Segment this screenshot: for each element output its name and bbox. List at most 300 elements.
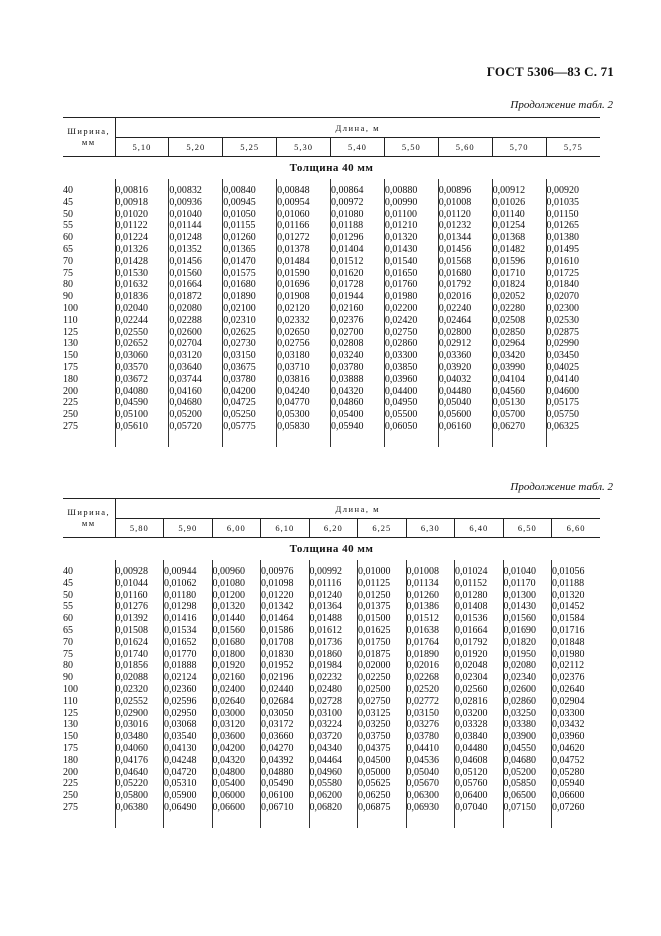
value-cell: 0,04536 (406, 755, 455, 767)
weight-table-2 (63, 498, 600, 828)
value-cell: 0,01160 (115, 590, 164, 602)
value-cell: 0,05750 (546, 409, 600, 421)
value-cell: 0,02320 (115, 684, 164, 696)
width-header-unit: мм (81, 137, 96, 147)
spacer-cell (552, 814, 601, 828)
length-column-header: 5,90 (164, 519, 213, 538)
value-cell: 0,05670 (406, 778, 455, 790)
length-column-header: 6,50 (503, 519, 552, 538)
value-cell: 0,07150 (503, 802, 552, 814)
length-column-header: 5,40 (331, 138, 385, 157)
value-cell: 0,01890 (406, 649, 455, 661)
value-cell: 0,01440 (212, 613, 261, 625)
value-cell: 0,00864 (331, 185, 385, 197)
value-cell: 0,01716 (552, 625, 601, 637)
value-cell: 0,02560 (455, 684, 504, 696)
value-cell: 0,01040 (169, 209, 223, 221)
value-cell: 0,04960 (309, 767, 358, 779)
table-row (63, 743, 600, 755)
value-cell: 0,05280 (552, 767, 601, 779)
value-cell: 0,02700 (331, 327, 385, 339)
value-cell: 0,01050 (223, 209, 277, 221)
value-cell: 0,05250 (223, 409, 277, 421)
value-cell: 0,01098 (261, 578, 310, 590)
value-cell: 0,01830 (261, 649, 310, 661)
value-cell: 0,02160 (212, 672, 261, 684)
width-cell: 110 (63, 695, 78, 707)
value-cell: 0,04950 (384, 397, 438, 409)
value-cell: 0,04680 (503, 755, 552, 767)
value-cell: 0,01980 (552, 649, 601, 661)
value-cell: 0,01632 (115, 279, 169, 291)
value-cell: 0,02124 (164, 672, 213, 684)
value-cell: 0,02520 (406, 684, 455, 696)
value-cell: 0,03990 (492, 362, 546, 374)
length-column-header: 5,60 (438, 138, 492, 157)
value-cell: 0,04160 (169, 386, 223, 398)
value-cell: 0,06270 (492, 421, 546, 433)
width-header-unit: мм (81, 518, 96, 528)
value-cell: 0,02440 (261, 684, 310, 696)
value-cell: 0,03888 (331, 374, 385, 386)
value-cell: 0,03120 (212, 719, 261, 731)
table-row (63, 279, 600, 291)
value-cell: 0,02964 (492, 338, 546, 350)
value-cell: 0,00944 (164, 566, 213, 578)
length-column-header: 5,30 (277, 138, 331, 157)
value-cell: 0,01254 (492, 220, 546, 232)
value-cell: 0,01664 (455, 625, 504, 637)
width-column-header (63, 499, 115, 538)
table-row (63, 362, 600, 374)
value-cell: 0,01320 (384, 232, 438, 244)
value-cell: 0,03540 (164, 731, 213, 743)
table-row (63, 684, 600, 696)
value-cell: 0,01568 (438, 256, 492, 268)
table-row (63, 397, 600, 409)
value-cell: 0,06250 (358, 790, 407, 802)
width-cell: 250 (63, 409, 78, 421)
value-cell: 0,01040 (503, 566, 552, 578)
value-cell: 0,02080 (169, 303, 223, 315)
width-cell: 60 (63, 232, 73, 244)
value-cell: 0,01320 (212, 601, 261, 613)
spacer-cell (406, 814, 455, 828)
value-cell: 0,02750 (358, 696, 407, 708)
value-cell: 0,03750 (358, 731, 407, 743)
value-cell: 0,00928 (115, 566, 164, 578)
value-cell: 0,01152 (455, 578, 504, 590)
value-cell: 0,01650 (384, 268, 438, 280)
width-cell: 225 (63, 397, 78, 409)
value-cell: 0,01430 (503, 601, 552, 613)
table-row (63, 220, 600, 232)
value-cell: 0,05760 (455, 778, 504, 790)
value-cell: 0,03380 (503, 719, 552, 731)
length-column-header: 6,60 (552, 519, 601, 538)
value-cell: 0,04375 (358, 743, 407, 755)
value-cell: 0,01120 (438, 209, 492, 221)
value-cell: 0,04640 (115, 767, 164, 779)
value-cell: 0,01740 (115, 649, 164, 661)
value-cell: 0,01456 (169, 256, 223, 268)
value-cell: 0,03816 (277, 374, 331, 386)
value-cell: 0,01652 (164, 637, 213, 649)
value-cell: 0,01220 (261, 590, 310, 602)
value-cell: 0,04240 (277, 386, 331, 398)
table-row (63, 719, 600, 731)
width-cell: 55 (63, 220, 73, 232)
width-cell: 125 (63, 707, 78, 719)
value-cell: 0,02120 (277, 303, 331, 315)
value-cell: 0,01625 (358, 625, 407, 637)
value-cell: 0,02080 (503, 660, 552, 672)
width-cell: 175 (63, 742, 78, 754)
value-cell: 0,04880 (261, 767, 310, 779)
width-cell: 150 (63, 731, 78, 743)
value-cell: 0,02800 (438, 327, 492, 339)
value-cell: 0,01500 (358, 613, 407, 625)
width-cell: 200 (63, 766, 78, 778)
spacer-cell (212, 814, 261, 828)
value-cell: 0,01848 (552, 637, 601, 649)
width-cell: 80 (63, 279, 73, 291)
value-cell: 0,02704 (169, 338, 223, 350)
value-cell: 0,03250 (358, 719, 407, 731)
value-cell: 0,03060 (115, 350, 169, 362)
value-cell: 0,05310 (164, 778, 213, 790)
value-cell: 0,04560 (492, 386, 546, 398)
value-cell: 0,01824 (492, 279, 546, 291)
value-cell: 0,02052 (492, 291, 546, 303)
width-cell: 180 (63, 754, 78, 766)
table-row (63, 590, 600, 602)
table-row (63, 578, 600, 590)
width-cell: 50 (63, 208, 73, 220)
value-cell: 0,04200 (223, 386, 277, 398)
value-cell: 0,02268 (406, 672, 455, 684)
value-cell: 0,02480 (309, 684, 358, 696)
value-cell: 0,01428 (115, 256, 169, 268)
value-cell: 0,01736 (309, 637, 358, 649)
table-row (63, 731, 600, 743)
length-group-header: Длина, м (115, 499, 600, 519)
table-row (63, 625, 600, 637)
width-cell: 175 (63, 361, 78, 373)
table-row (63, 244, 600, 256)
width-cell: 45 (63, 577, 73, 589)
width-cell: 65 (63, 243, 73, 255)
value-cell: 0,01590 (277, 268, 331, 280)
width-cell: 225 (63, 778, 78, 790)
value-cell: 0,01378 (277, 244, 331, 256)
length-column-header: 5,50 (384, 138, 438, 157)
value-cell: 0,02304 (455, 672, 504, 684)
value-cell: 0,00945 (223, 197, 277, 209)
table-row (63, 197, 600, 209)
value-cell: 0,01408 (455, 601, 504, 613)
value-cell: 0,06600 (212, 802, 261, 814)
value-cell: 0,01792 (455, 637, 504, 649)
value-cell: 0,04800 (212, 767, 261, 779)
table-row (63, 637, 600, 649)
value-cell: 0,06400 (455, 790, 504, 802)
value-cell: 0,02500 (358, 684, 407, 696)
value-cell: 0,01575 (223, 268, 277, 280)
value-cell: 0,02400 (212, 684, 261, 696)
value-cell: 0,03780 (406, 731, 455, 743)
value-cell: 0,04320 (212, 755, 261, 767)
value-cell: 0,01298 (164, 601, 213, 613)
value-cell: 0,01140 (492, 209, 546, 221)
value-cell: 0,01116 (309, 578, 358, 590)
value-cell: 0,06500 (503, 790, 552, 802)
value-cell: 0,02860 (503, 696, 552, 708)
value-cell: 0,05900 (164, 790, 213, 802)
spacer-cell (438, 433, 492, 447)
value-cell: 0,01560 (212, 625, 261, 637)
table-row (63, 696, 600, 708)
value-cell: 0,01710 (492, 268, 546, 280)
value-cell: 0,01770 (164, 649, 213, 661)
table-row (63, 778, 600, 790)
value-cell: 0,05940 (552, 778, 601, 790)
table-row (63, 338, 600, 350)
value-cell: 0,01750 (358, 637, 407, 649)
value-cell: 0,02232 (309, 672, 358, 684)
value-cell: 0,05000 (358, 767, 407, 779)
weight-table-1 (63, 117, 600, 447)
value-cell: 0,00960 (212, 566, 261, 578)
spacer-cell (164, 814, 213, 828)
value-cell: 0,02625 (223, 327, 277, 339)
spacer-cell (503, 814, 552, 828)
value-cell: 0,01690 (503, 625, 552, 637)
value-cell: 0,01122 (115, 220, 169, 232)
value-cell: 0,03224 (309, 719, 358, 731)
thickness-row (63, 157, 600, 180)
length-column-header: 6,40 (455, 519, 504, 538)
value-cell: 0,03328 (455, 719, 504, 731)
length-column-header: 5,20 (169, 138, 223, 157)
value-cell: 0,01464 (261, 613, 310, 625)
value-cell: 0,05300 (277, 409, 331, 421)
value-cell: 0,01375 (358, 601, 407, 613)
table-row (63, 613, 600, 625)
value-cell: 0,04130 (164, 743, 213, 755)
value-cell: 0,02016 (406, 660, 455, 672)
value-cell: 0,01908 (277, 291, 331, 303)
value-cell: 0,03172 (261, 719, 310, 731)
value-cell: 0,02112 (552, 660, 601, 672)
table-row (63, 291, 600, 303)
value-cell: 0,06100 (261, 790, 310, 802)
value-cell: 0,01620 (331, 268, 385, 280)
value-cell: 0,03780 (223, 374, 277, 386)
value-cell: 0,00990 (384, 197, 438, 209)
width-cell: 65 (63, 624, 73, 636)
value-cell: 0,01024 (455, 566, 504, 578)
width-cell: 75 (63, 648, 73, 660)
value-cell: 0,02288 (169, 315, 223, 327)
value-cell: 0,01952 (261, 660, 310, 672)
value-cell: 0,00896 (438, 185, 492, 197)
value-cell: 0,02530 (546, 315, 600, 327)
value-cell: 0,01008 (438, 197, 492, 209)
value-cell: 0,01638 (406, 625, 455, 637)
width-cell: 100 (63, 302, 78, 314)
value-cell: 0,01536 (455, 613, 504, 625)
table-row (63, 649, 600, 661)
value-cell: 0,01696 (277, 279, 331, 291)
value-cell: 0,04200 (212, 743, 261, 755)
spacer-cell (63, 814, 115, 828)
value-cell: 0,01300 (503, 590, 552, 602)
value-cell: 0,01166 (277, 220, 331, 232)
value-cell: 0,01680 (212, 637, 261, 649)
value-cell: 0,01950 (503, 649, 552, 661)
value-cell: 0,01265 (546, 220, 600, 232)
header-row (63, 118, 600, 138)
value-cell: 0,03675 (223, 362, 277, 374)
table-row (63, 315, 600, 327)
value-cell: 0,04720 (164, 767, 213, 779)
value-cell: 0,02280 (492, 303, 546, 315)
length-column-header: 5,70 (492, 138, 546, 157)
value-cell: 0,02756 (277, 338, 331, 350)
value-cell: 0,01488 (309, 613, 358, 625)
value-cell: 0,01680 (438, 268, 492, 280)
value-cell: 0,02340 (503, 672, 552, 684)
value-cell: 0,01326 (115, 244, 169, 256)
value-cell: 0,04608 (455, 755, 504, 767)
value-cell: 0,03150 (406, 708, 455, 720)
value-cell: 0,03100 (309, 708, 358, 720)
value-cell: 0,03900 (503, 731, 552, 743)
value-cell: 0,01144 (169, 220, 223, 232)
spacer-cell (546, 433, 600, 447)
value-cell: 0,01530 (115, 268, 169, 280)
width-cell: 130 (63, 338, 78, 350)
value-cell: 0,04770 (277, 397, 331, 409)
value-cell: 0,00912 (492, 185, 546, 197)
value-cell: 0,01062 (164, 578, 213, 590)
value-cell: 0,04480 (438, 386, 492, 398)
value-cell: 0,02850 (492, 327, 546, 339)
value-cell: 0,03960 (552, 731, 601, 743)
value-cell: 0,05830 (277, 421, 331, 433)
value-cell: 0,02900 (115, 708, 164, 720)
width-cell: 40 (63, 566, 73, 577)
value-cell: 0,02016 (438, 291, 492, 303)
value-cell: 0,01044 (115, 578, 164, 590)
value-cell: 0,02000 (358, 660, 407, 672)
value-cell: 0,04480 (455, 743, 504, 755)
value-cell: 0,03660 (261, 731, 310, 743)
value-cell: 0,04600 (546, 386, 600, 398)
value-cell: 0,01792 (438, 279, 492, 291)
value-cell: 0,01800 (212, 649, 261, 661)
value-cell: 0,05850 (503, 778, 552, 790)
value-cell: 0,02048 (455, 660, 504, 672)
table-row (63, 566, 600, 578)
value-cell: 0,06490 (164, 802, 213, 814)
spacer-cell (331, 433, 385, 447)
value-cell: 0,02904 (552, 696, 601, 708)
value-cell: 0,02250 (358, 672, 407, 684)
length-column-header: 5,80 (115, 519, 164, 538)
value-cell: 0,04340 (309, 743, 358, 755)
value-cell: 0,01100 (384, 209, 438, 221)
value-cell: 0,06000 (212, 790, 261, 802)
value-cell: 0,01170 (503, 578, 552, 590)
value-cell: 0,04320 (331, 386, 385, 398)
value-cell: 0,06820 (309, 802, 358, 814)
value-cell: 0,03300 (552, 708, 601, 720)
value-cell: 0,01386 (406, 601, 455, 613)
value-cell: 0,03720 (309, 731, 358, 743)
value-cell: 0,05490 (261, 778, 310, 790)
width-cell: 250 (63, 790, 78, 802)
value-cell: 0,02640 (212, 696, 261, 708)
value-cell: 0,04032 (438, 374, 492, 386)
value-cell: 0,01260 (406, 590, 455, 602)
width-cell: 100 (63, 683, 78, 695)
spacer-row (63, 814, 600, 828)
value-cell: 0,01416 (164, 613, 213, 625)
value-cell: 0,06160 (438, 421, 492, 433)
value-cell: 0,01708 (261, 637, 310, 649)
spacer-cell (309, 814, 358, 828)
value-cell: 0,05200 (169, 409, 223, 421)
width-cell: 75 (63, 267, 73, 279)
width-cell: 150 (63, 350, 78, 362)
value-cell: 0,01026 (492, 197, 546, 209)
value-cell: 0,01512 (331, 256, 385, 268)
value-cell: 0,03150 (223, 350, 277, 362)
value-cell: 0,01482 (492, 244, 546, 256)
thickness-label: Толщина 40 мм (289, 543, 374, 555)
value-cell: 0,00920 (546, 185, 600, 197)
width-cell: 80 (63, 660, 73, 672)
spacer-cell (223, 433, 277, 447)
value-cell: 0,01280 (455, 590, 504, 602)
value-cell: 0,02684 (261, 696, 310, 708)
length-values-row (63, 138, 600, 157)
value-cell: 0,06875 (358, 802, 407, 814)
value-cell: 0,05120 (455, 767, 504, 779)
value-cell: 0,03640 (169, 362, 223, 374)
value-cell: 0,04392 (261, 755, 310, 767)
value-cell: 0,01560 (169, 268, 223, 280)
width-cell: 200 (63, 385, 78, 397)
value-cell: 0,00972 (331, 197, 385, 209)
value-cell: 0,00992 (309, 566, 358, 578)
value-cell: 0,04060 (115, 743, 164, 755)
value-cell: 0,03420 (492, 350, 546, 362)
value-cell: 0,02912 (438, 338, 492, 350)
value-cell: 0,06600 (552, 790, 601, 802)
value-cell: 0,01610 (546, 256, 600, 268)
table-row (63, 350, 600, 362)
length-column-header: 6,10 (261, 519, 310, 538)
value-cell: 0,05500 (384, 409, 438, 421)
value-cell: 0,03960 (384, 374, 438, 386)
value-cell: 0,01984 (309, 660, 358, 672)
width-cell: 40 (63, 185, 73, 196)
value-cell: 0,05220 (115, 778, 164, 790)
value-cell: 0,03840 (455, 731, 504, 743)
